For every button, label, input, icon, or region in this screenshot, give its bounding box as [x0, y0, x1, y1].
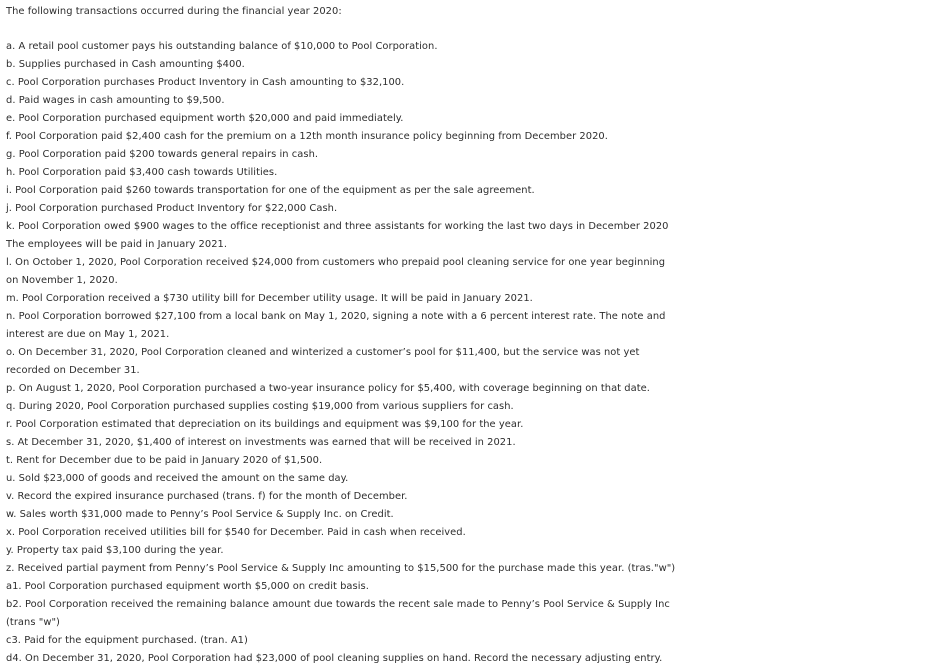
intro-text: The following transactions occurred during the financial year 2020:	[6, 6, 342, 17]
transaction-line-continuation: (trans "w")	[6, 617, 60, 628]
transaction-line: v. Record the expired insurance purchased (trans. f) for the month of December.	[6, 491, 408, 502]
transaction-line: i. Pool Corporation paid $260 towards transportation for one of the equipment as per the sale agreement.	[6, 185, 535, 196]
transaction-line: q. During 2020, Pool Corporation purchased supplies costing $19,000 from various suppliers for cash.	[6, 401, 514, 412]
transactions-document	[6, 3, 934, 668]
transaction-line: b2. Pool Corporation received the remaining balance amount due towards the recent sale made to Penny’s Pool Service & Supply Inc	[6, 599, 670, 610]
transaction-line: d4. On December 31, 2020, Pool Corporation had $23,000 of pool cleaning supplies on hand. Record the necessary adjusting entry.	[6, 653, 663, 664]
transaction-line: h. Pool Corporation paid $3,400 cash towards Utilities.	[6, 167, 278, 178]
transaction-line: b. Supplies purchased in Cash amounting $400.	[6, 59, 245, 70]
transaction-line: t. Rent for December due to be paid in January 2020 of $1,500.	[6, 455, 323, 466]
transaction-line: y. Property tax paid $3,100 during the year.	[6, 545, 224, 556]
transaction-line: x. Pool Corporation received utilities bill for $540 for December. Paid in cash when received.	[6, 527, 466, 538]
transaction-line: w. Sales worth $31,000 made to Penny’s Pool Service & Supply Inc. on Credit.	[6, 509, 394, 520]
transaction-line-continuation: The employees will be paid in January 2021.	[6, 239, 228, 250]
transaction-line: r. Pool Corporation estimated that depreciation on its buildings and equipment was $9,100 for the year.	[6, 419, 524, 430]
transaction-line-continuation: recorded on December 31.	[6, 365, 140, 376]
transaction-line: f. Pool Corporation paid $2,400 cash for the premium on a 12th month insurance policy beginning from December 2020.	[6, 131, 608, 142]
transaction-line: c. Pool Corporation purchases Product Inventory in Cash amounting to $32,100.	[6, 77, 405, 88]
transaction-line: a. A retail pool customer pays his outstanding balance of $10,000 to Pool Corporation.	[6, 41, 438, 52]
transaction-line-continuation: on November 1, 2020.	[6, 275, 118, 286]
transaction-line: a1. Pool Corporation purchased equipment worth $5,000 on credit basis.	[6, 581, 369, 592]
transaction-line: j. Pool Corporation purchased Product Inventory for $22,000 Cash.	[6, 203, 338, 214]
transaction-line: n. Pool Corporation borrowed $27,100 from a local bank on May 1, 2020, signing a note with a 6 percent interest rate. The note and	[6, 311, 666, 322]
transaction-line: s. At December 31, 2020, $1,400 of interest on investments was earned that will be received in 2021.	[6, 437, 516, 448]
transaction-line: o. On December 31, 2020, Pool Corporation cleaned and winterized a customer’s pool for $11,400, but the service was not yet	[6, 347, 640, 358]
transaction-line: m. Pool Corporation received a $730 utility bill for December utility usage. It will be paid in January 2021.	[6, 293, 533, 304]
transaction-line: z. Received partial payment from Penny’s Pool Service & Supply Inc amounting to $15,500 for the purchase made this year. (tras."w")	[6, 563, 676, 574]
transaction-line: c3. Paid for the equipment purchased. (tran. A1)	[6, 635, 248, 646]
transaction-line: u. Sold $23,000 of goods and received the amount on the same day.	[6, 473, 349, 484]
transaction-line: p. On August 1, 2020, Pool Corporation purchased a two-year insurance policy for $5,400, with coverage beginning on that date.	[6, 383, 650, 394]
transaction-line: l. On October 1, 2020, Pool Corporation received $24,000 from customers who prepaid pool cleaning service for one year beginning	[6, 257, 666, 268]
transaction-line: g. Pool Corporation paid $200 towards general repairs in cash.	[6, 149, 319, 160]
transaction-line-continuation: interest are due on May 1, 2021.	[6, 329, 170, 340]
transaction-line: e. Pool Corporation purchased equipment worth $20,000 and paid immediately.	[6, 113, 404, 124]
transaction-line: k. Pool Corporation owed $900 wages to the office receptionist and three assistants for working the last two days in December 2020	[6, 221, 669, 232]
transaction-list	[6, 38, 934, 668]
transaction-line: d. Paid wages in cash amounting to $9,500.	[6, 95, 225, 106]
